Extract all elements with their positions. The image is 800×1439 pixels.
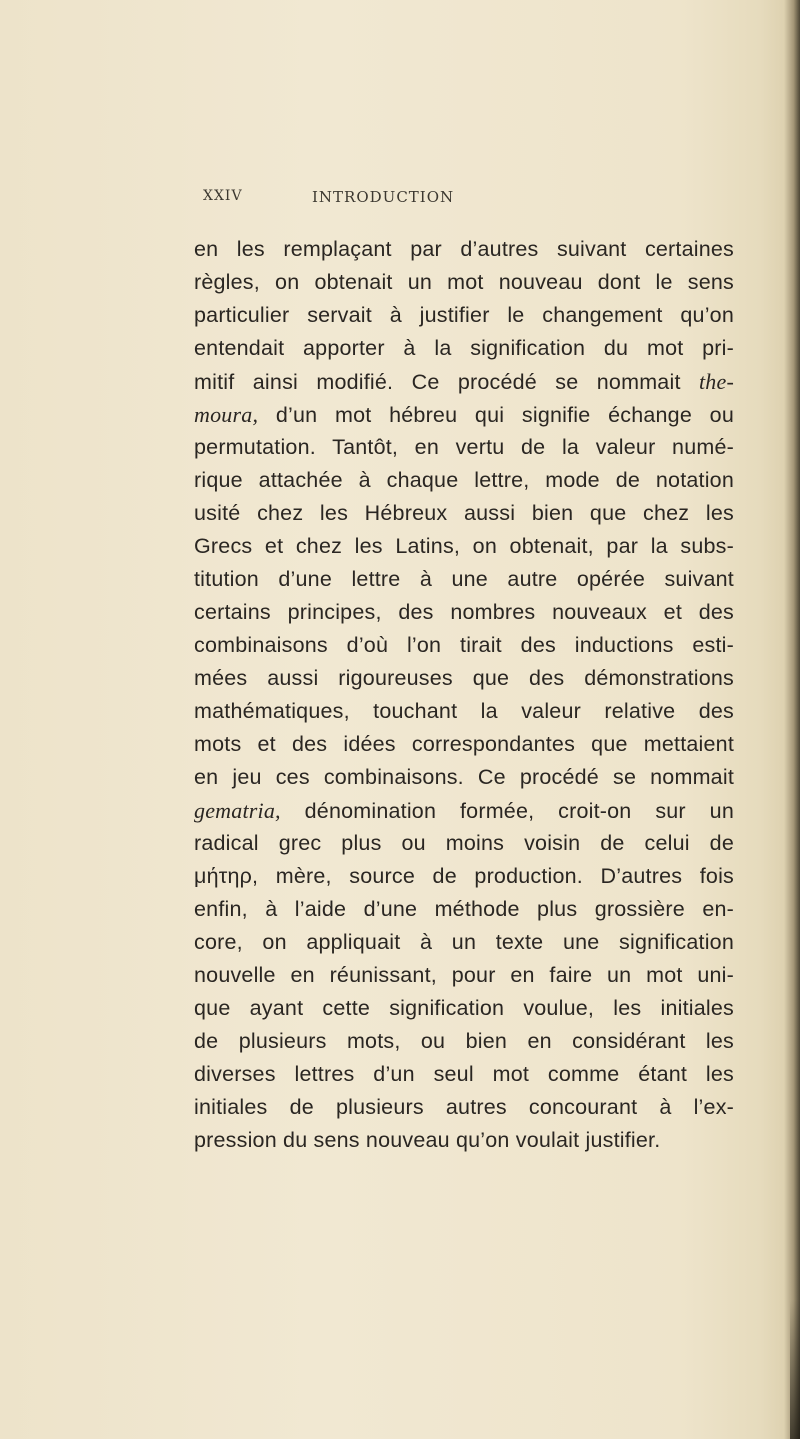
text-run: radical grec plus ou moins voisin de celui de xyxy=(194,831,734,855)
text-run: titution d’une lettre à une autre opérée suivant xyxy=(194,567,734,591)
text-run: initiales de plusieurs autres concourant à l’ex- xyxy=(194,1095,734,1119)
text-line xyxy=(194,728,734,761)
text-run: rique attachée à chaque lettre, mode de notation xyxy=(194,468,734,492)
text-line xyxy=(194,992,734,1025)
text-run: règles, on obtenait un mot nouveau dont le sens xyxy=(194,270,734,294)
text-line xyxy=(194,563,734,596)
text-run: certains principes, des nombres nouveaux et des xyxy=(194,600,734,624)
text-line xyxy=(194,398,734,431)
text-line xyxy=(194,266,734,299)
page-folio: XXIV xyxy=(203,188,243,204)
text-line xyxy=(194,431,734,464)
text-line xyxy=(194,233,734,266)
text-run: en jeu ces combinaisons. Ce procédé se nommait xyxy=(194,765,734,789)
text-line xyxy=(194,629,734,662)
text-run: entendait apporter à la signification du mot pri- xyxy=(194,336,734,360)
text-line xyxy=(194,959,734,992)
italic-term: gematria, xyxy=(194,798,281,823)
text-run: mots et des idées correspondantes que mettaient xyxy=(194,732,734,756)
text-run: particulier servait à justifier le changement qu’on xyxy=(194,303,734,327)
text-run: dénomination formée, croit-on sur un xyxy=(280,799,734,823)
text-line xyxy=(194,695,734,728)
body-text xyxy=(194,233,734,1157)
text-line xyxy=(194,761,734,794)
text-line xyxy=(194,662,734,695)
text-line xyxy=(194,926,734,959)
text-line xyxy=(194,299,734,332)
text-run: d’un mot hébreu qui signifie échange ou xyxy=(258,403,734,427)
text-run: diverses lettres d’un seul mot comme étant les xyxy=(194,1062,734,1086)
text-line xyxy=(194,596,734,629)
text-line xyxy=(194,1091,734,1124)
text-run: combinaisons d’où l’on tirait des inductions esti- xyxy=(194,633,734,657)
text-run: de plusieurs mots, ou bien en considérant les xyxy=(194,1029,734,1053)
page-corner-shadow xyxy=(790,1300,800,1439)
text-run: nouvelle en réunissant, pour en faire un mot uni- xyxy=(194,963,734,987)
text-line xyxy=(194,464,734,497)
text-line xyxy=(194,893,734,926)
italic-term: the- xyxy=(698,369,734,394)
text-line xyxy=(194,794,734,827)
italic-term: moura, xyxy=(194,402,259,427)
running-head: INTRODUCTION xyxy=(312,188,455,206)
text-line xyxy=(194,827,734,860)
text-run: mathématiques, touchant la valeur relative des xyxy=(194,699,734,723)
text-run: mitif ainsi modifié. Ce procédé se nommait xyxy=(194,370,699,394)
text-line xyxy=(194,1124,734,1157)
text-run: mées aussi rigoureuses que des démonstrations xyxy=(194,666,734,690)
text-run: pression du sens nouveau qu’on voulait justifier. xyxy=(194,1128,661,1152)
text-run: que ayant cette signification voulue, les initiales xyxy=(194,996,734,1020)
text-run: μήτηρ, mère, source de production. D’autres fois xyxy=(194,864,734,888)
text-run: usité chez les Hébreux aussi bien que chez les xyxy=(194,501,734,525)
text-line xyxy=(194,365,734,398)
text-run: enfin, à l’aide d’une méthode plus grossière en- xyxy=(194,897,734,921)
text-run: core, on appliquait à un texte une signification xyxy=(194,930,734,954)
text-line xyxy=(194,530,734,563)
text-run: permutation. Tantôt, en vertu de la valeur numé- xyxy=(194,435,734,459)
text-line xyxy=(194,497,734,530)
text-line xyxy=(194,1025,734,1058)
text-line xyxy=(194,1058,734,1091)
text-line xyxy=(194,860,734,893)
text-run: Grecs et chez les Latins, on obtenait, par la subs- xyxy=(194,534,734,558)
text-run: en les remplaçant par d’autres suivant certaines xyxy=(194,237,734,261)
text-line xyxy=(194,332,734,365)
page-edge-shadow xyxy=(784,0,800,1439)
